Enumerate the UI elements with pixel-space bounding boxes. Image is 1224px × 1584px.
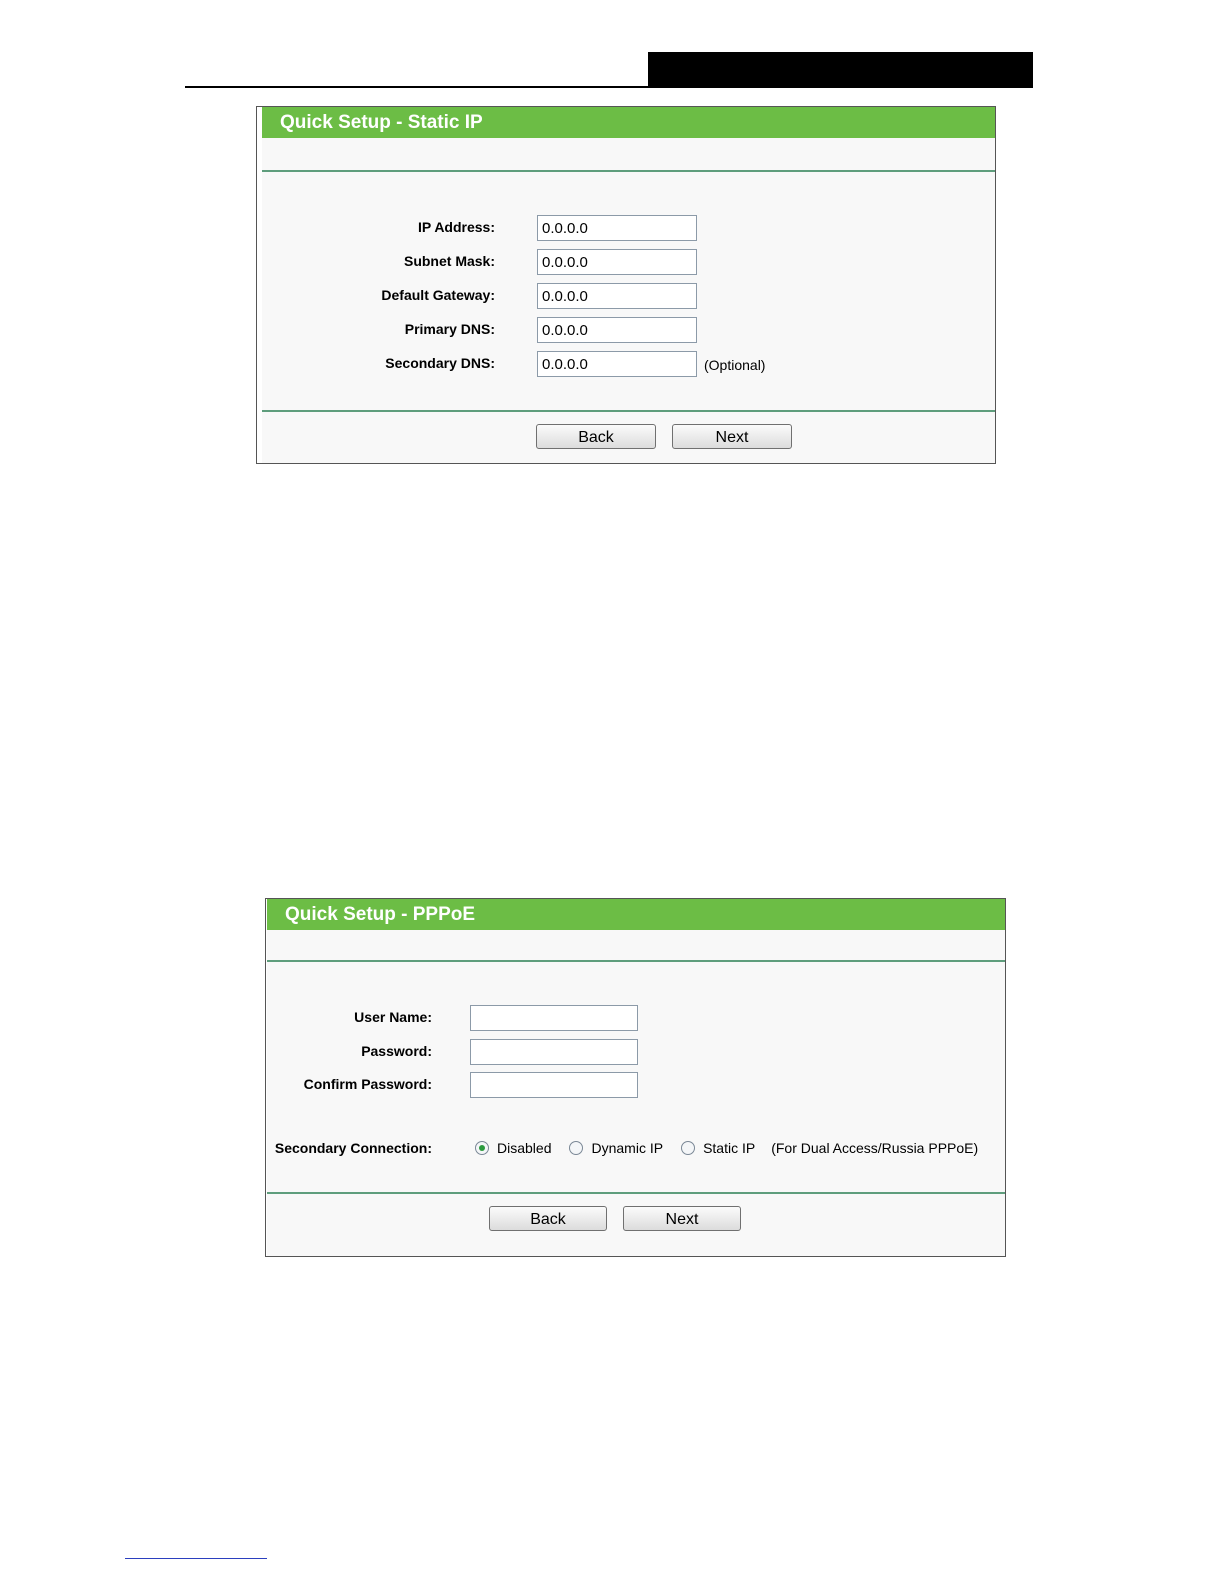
password-input[interactable]	[470, 1039, 638, 1065]
ip-address-label: IP Address:	[417, 219, 495, 235]
default-gateway-label: Default Gateway:	[381, 287, 495, 303]
pppoe-panel-body	[267, 899, 1005, 1256]
secondary-connection-radio-group	[475, 1140, 978, 1156]
secondary-dns-optional-note: (Optional)	[704, 357, 766, 373]
radio-disabled[interactable]	[475, 1140, 551, 1156]
pppoe-bottom-divider	[267, 1192, 1005, 1194]
primary-dns-input[interactable]	[537, 317, 697, 343]
radio-dynamic-ip[interactable]	[569, 1140, 663, 1156]
user-name-input[interactable]	[470, 1005, 638, 1031]
radio-disabled-label: Disabled	[497, 1140, 552, 1156]
radio-static-ip-label: Static IP	[703, 1140, 756, 1156]
static-ip-panel-body	[262, 107, 995, 463]
radio-dynamic-ip-label: Dynamic IP	[591, 1140, 664, 1156]
secondary-connection-label: Secondary Connection:	[274, 1140, 432, 1156]
subnet-mask-input[interactable]	[537, 249, 697, 275]
pppoe-panel-title: Quick Setup - PPPoE	[267, 899, 1005, 930]
user-name-label: User Name:	[354, 1009, 432, 1025]
pppoe-panel	[265, 898, 1006, 1257]
static-ip-panel-title: Quick Setup - Static IP	[262, 107, 995, 138]
primary-dns-label: Primary DNS:	[404, 321, 495, 337]
static-ip-next-button[interactable]: Next	[672, 424, 792, 449]
ip-address-input[interactable]	[537, 215, 697, 241]
confirm-password-label: Confirm Password:	[303, 1076, 432, 1092]
radio-disabled-button[interactable]	[475, 1141, 489, 1155]
page-header-box	[648, 52, 1033, 88]
radio-static-ip-button[interactable]	[681, 1141, 695, 1155]
footer-link-underline	[125, 1558, 267, 1559]
static-ip-bottom-divider	[262, 410, 995, 412]
pppoe-back-button[interactable]: Back	[489, 1206, 607, 1231]
radio-dynamic-ip-button[interactable]	[569, 1141, 583, 1155]
static-ip-panel	[256, 106, 996, 464]
pppoe-top-divider	[267, 960, 1005, 962]
subnet-mask-label: Subnet Mask:	[403, 253, 495, 269]
static-ip-back-button[interactable]: Back	[536, 424, 656, 449]
secondary-connection-note: (For Dual Access/Russia PPPoE)	[771, 1140, 979, 1156]
default-gateway-input[interactable]	[537, 283, 697, 309]
secondary-dns-input[interactable]	[537, 351, 697, 377]
page-header-line	[185, 86, 1033, 88]
confirm-password-input[interactable]	[470, 1072, 638, 1098]
password-label: Password:	[361, 1043, 432, 1059]
radio-static-ip[interactable]	[681, 1140, 755, 1156]
secondary-dns-label: Secondary DNS:	[385, 355, 495, 371]
pppoe-next-button[interactable]: Next	[623, 1206, 741, 1231]
static-ip-top-divider	[262, 170, 995, 172]
